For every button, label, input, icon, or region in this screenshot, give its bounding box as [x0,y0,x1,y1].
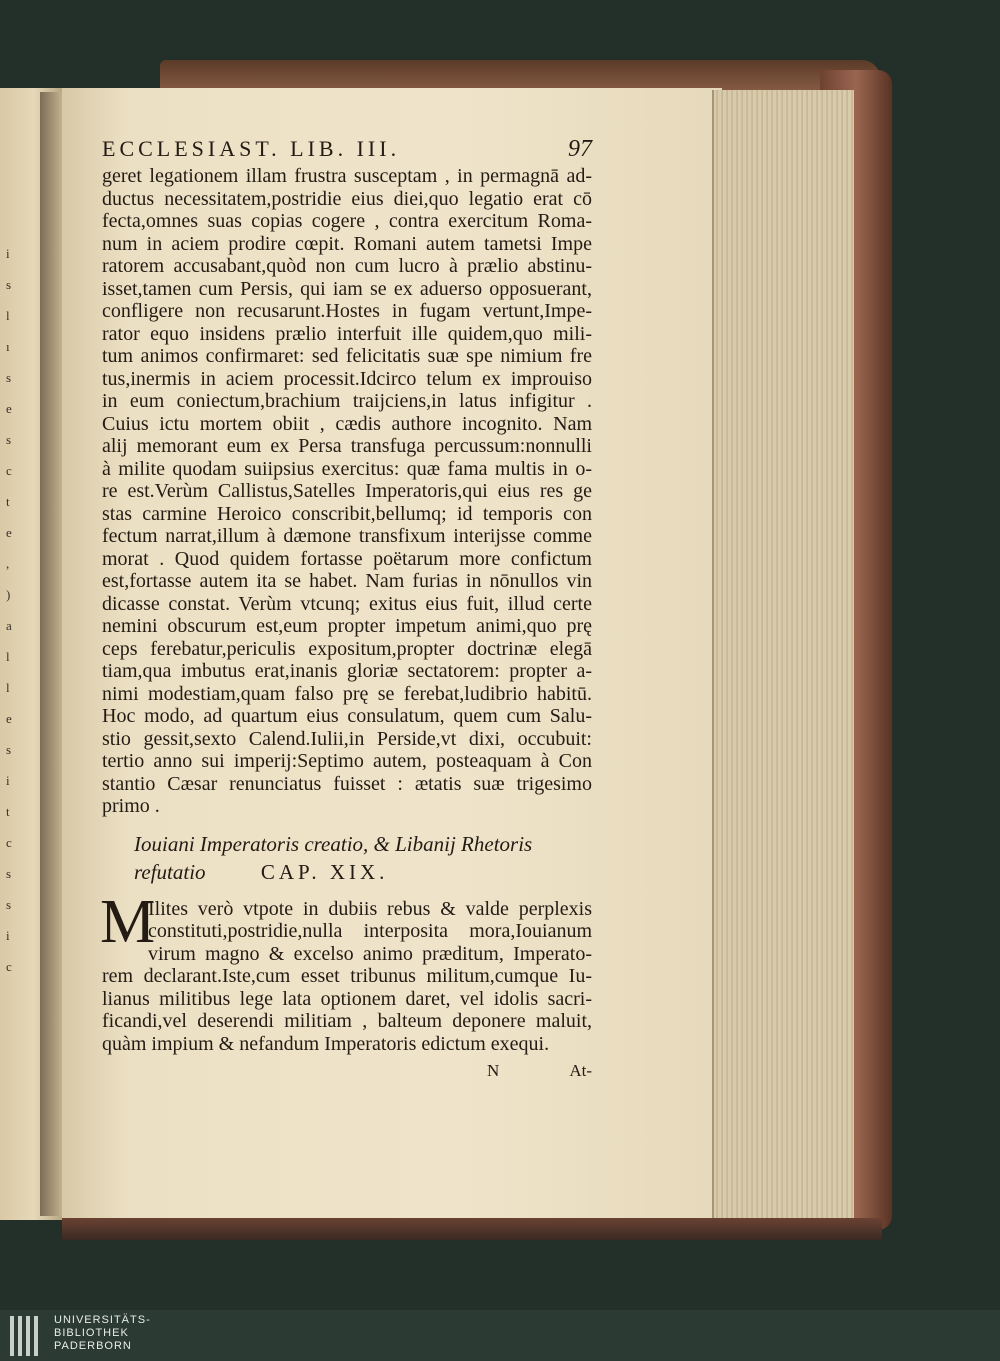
chapter-heading-line-1: Iouiani Imperatoris creatio, & Libanij Rhetoris [134,831,533,856]
chapter-heading-word: refutatio [134,859,206,884]
text-line: ratorem accusabant,quòd non cum lucro à prælio abstinu- [102,255,592,277]
text-line: stas carmine Heroico conscribit,bellumq; id temporis con [102,502,592,525]
text-line: nimi modestiam,quam falso prę se ferebat,ludibrio habitū. [102,682,592,705]
chapter-heading-line-2 [134,858,592,886]
text-line: tus,inermis in aciem processit.Idcirco telum ex improuiso [102,367,592,390]
library-logo-icon [10,1316,46,1356]
text-line: geret legationem illam frustra susceptam , in permagnā ad- [102,165,592,187]
text-line: virum magno & excelso animo præditum, Imperato- [148,942,592,965]
text-line: Cuius ictu mortem obiit , cædis authore incognito. Nam [102,412,592,435]
page-number: 97 [568,136,592,162]
text-line: nemini obscurum est,eum propter impetum animi,quo prę [102,615,592,637]
text-line: à milite quodam suiipsius exercitus: quæ fama multis in o- [102,457,592,480]
text-line: morat . Quod quidem fortasse poëtarum more confictum [102,547,592,570]
text-line: Hoc modo, ad quartum eius consulatum, quem cum Salu- [102,705,592,727]
page-text [102,136,592,1081]
library-name-line: PADERBORN [54,1340,132,1352]
text-line: rem declarant.Iste,cum esset tribunus militum,cumque Iu- [102,965,592,987]
text-line: isset,tamen cum Persis, qui iam se ex aduerso opposuerant, [102,277,592,300]
paragraph-2-lines [102,898,592,1056]
running-title: ECCLESIAST. LIB. III. [102,136,401,161]
text-line: Ilites verò vtpote in dubiis rebus & valde perplexis [148,897,592,920]
text-line: num in aciem prodire cœpit. Romani autem tametsi Impe [102,232,592,255]
text-line: in eum coniectum,brachium traijciens,in latus infigitur . [102,390,592,412]
text-line: tum animos confirmaret: sed felicitatis suæ spe nimium fre [102,345,592,367]
drop-capital: M [100,887,156,956]
text-line: fecta,omnes suas copias cogere , contra exercitum Roma- [102,210,592,232]
chapter-heading [134,830,592,886]
catchword: At- [569,1061,592,1080]
text-line: constituti,postridie,nulla interposita mora,Iouianum [148,920,592,942]
text-line: ductus necessitatem,postridie eius diei,quo legatio erat cō [102,187,592,210]
text-line: est,fortasse autem ita se habet. Nam furias in nōnullos vin [102,570,592,592]
text-line: ficandi,vel deserendi militiam , balteum deponere maluit, [102,1010,592,1032]
running-head [102,136,592,163]
text-line: confligere non recusarunt.Hostes in fugam vertunt,Impe- [102,300,592,322]
text-line: fectum narrat,illum à dæmone transfixum interijsse comme [102,525,592,547]
text-line: stio gessit,sexto Calend.Iulii,in Perside,vt dixi, occubuit: [102,727,592,750]
text-line: lianus militibus lege lata optionem daret, vel idolis sacri- [102,987,592,1010]
library-name [54,1314,151,1353]
paragraph-2 [100,887,592,1056]
book-binding-bottom [62,1218,882,1240]
text-line: primo . [102,795,160,817]
text-line: ceps ferebatur,periculis expositum,propter doctrinæ elegā [102,637,592,660]
library-footer [0,1310,1000,1361]
library-name-line: UNIVERSITÄTS- [54,1314,151,1326]
left-page-text-fragments: i s l ı s e s c t e , ) a l l e s i t c s s i c [6,246,12,974]
text-line: tiam,qua imbutus erat,inanis gloriæ sectatorem: propter a- [102,660,592,682]
page-foot [102,1061,592,1081]
text-line: quàm impium & nefandum Imperatoris edictum exequi. [102,1032,550,1055]
library-name-line: BIBLIOTHEK [54,1327,129,1339]
text-line: dicasse constat. Verùm vtcunq; exitus eius fuit, illud certe [102,592,592,615]
paragraph-1 [102,165,592,818]
signature-mark: N [487,1061,500,1080]
page-fore-edge [712,90,854,1225]
book-gutter [40,92,64,1216]
text-line: stantio Cæsar renunciatus fuisset : ætatis suæ trigesimo [102,772,592,795]
chapter-number: CAP. XIX. [260,859,389,884]
text-line: alij memorant eum ex Persa transfuga percussum:nonnulli [102,435,592,457]
text-line: re est.Verùm Callistus,Satelles Imperatoris,qui eius res ge [102,480,592,502]
text-line: tertio anno sui imperij:Septimo autem, posteaquam à Con [102,750,592,772]
text-line: rator equo insidens prælio interfuit ille quidem,quo mili- [102,322,592,345]
